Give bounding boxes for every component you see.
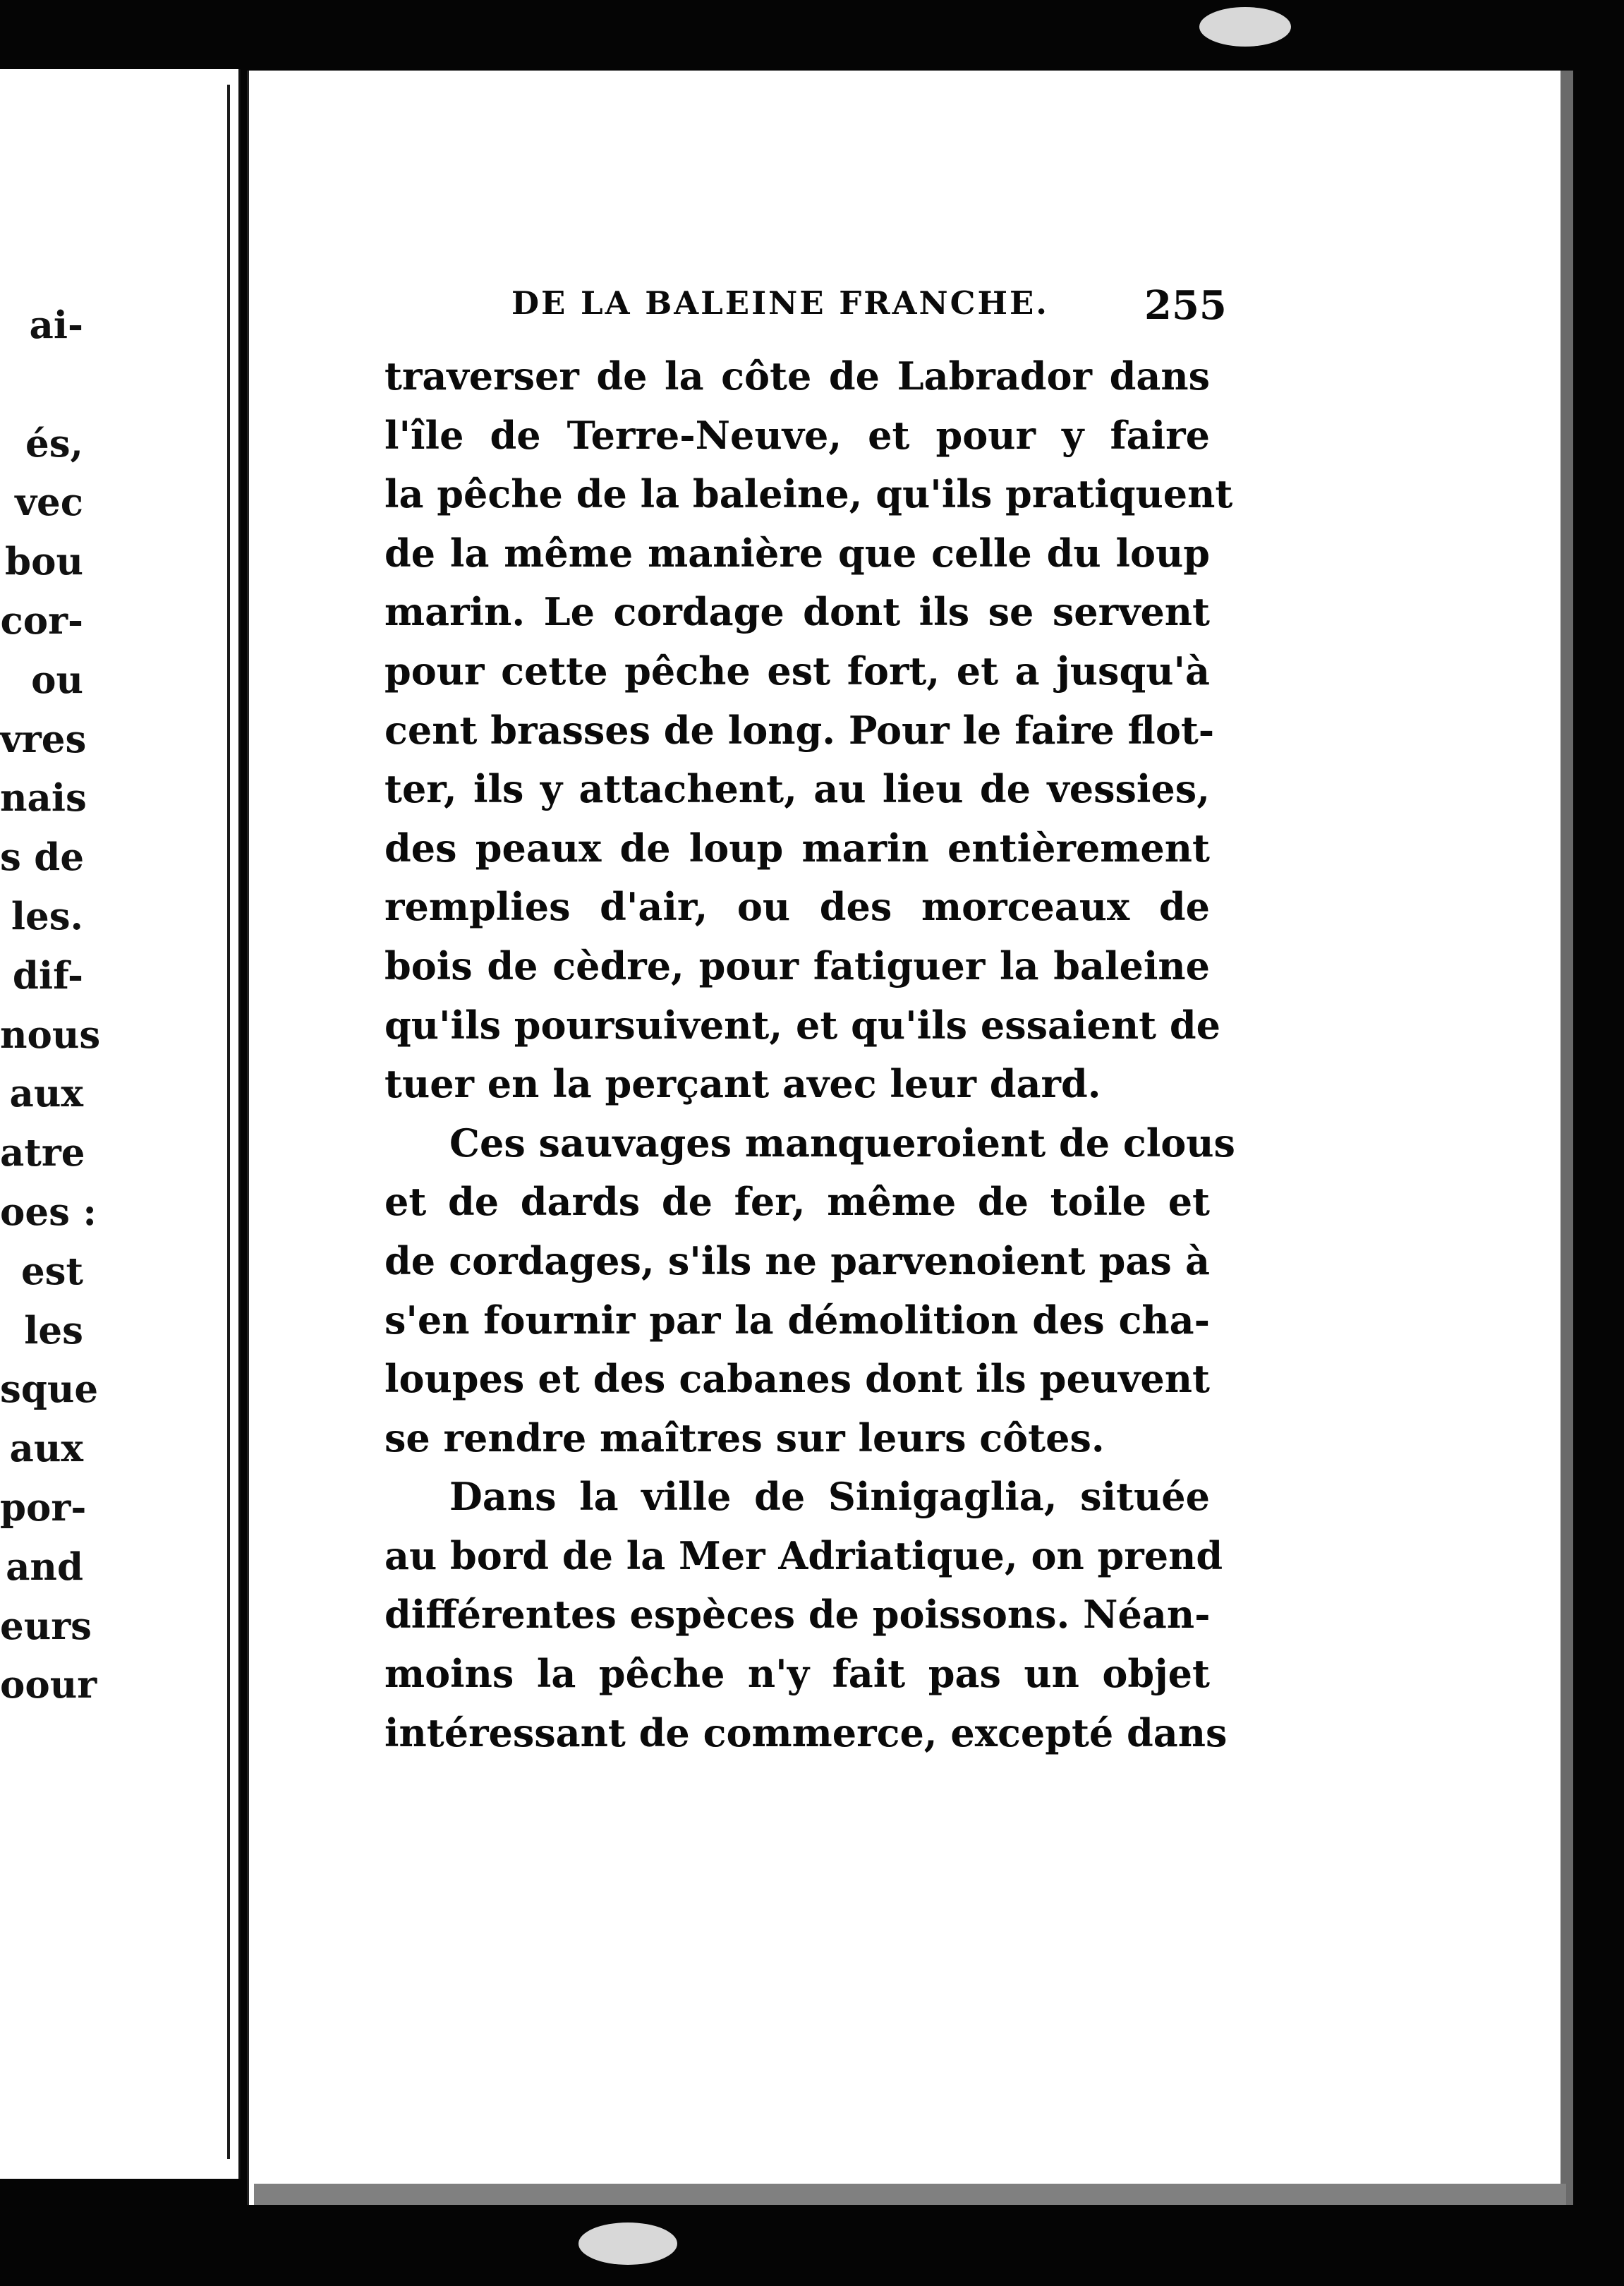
text-line: ter, ils y attachent, au lieu de vessies, xyxy=(384,766,1210,812)
left-fragment: s de xyxy=(0,835,85,880)
left-fragment: atre xyxy=(0,1131,85,1175)
text-line: l'île de Terre-Neuve, et pour y faire xyxy=(384,412,1210,458)
left-fragment: cor- xyxy=(0,598,83,643)
paper-blot xyxy=(578,2222,677,2265)
text-line: qu'ils poursuivent, et qu'ils essaient de xyxy=(384,1002,1220,1048)
text-line: la pêche de la baleine, qu'ils pratiquent xyxy=(384,471,1233,517)
text-line: pour cette pêche est fort, et a jusqu'à xyxy=(384,648,1210,694)
text-line: s'en fournir par la démolition des cha- xyxy=(384,1297,1210,1343)
text-line: de cordages, s'ils ne parvenoient pas à xyxy=(384,1238,1210,1283)
left-fragment: and xyxy=(6,1544,83,1589)
text-line: Dans la ville de Sinigaglia, située xyxy=(449,1474,1210,1520)
text-line: loupes et des cabanes dont ils peuvent xyxy=(384,1356,1210,1402)
left-fragment: nais xyxy=(0,776,87,821)
left-fragment: aux xyxy=(9,1427,83,1471)
text-line: de la même manière que celle du loup xyxy=(384,530,1210,576)
page-right-edge xyxy=(1561,71,1573,2205)
left-fragment: eurs xyxy=(0,1604,92,1648)
left-fragment: dif- xyxy=(12,953,83,998)
left-page-gutter xyxy=(227,85,230,2159)
text-line: moins la pêche n'y fait pas un objet xyxy=(384,1651,1210,1697)
text-line: remplies d'air, ou des morceaux de xyxy=(384,884,1210,930)
left-fragment: sque xyxy=(0,1367,99,1412)
left-fragment xyxy=(0,356,83,415)
page-number: 255 xyxy=(1144,282,1227,329)
page-bottom-edge xyxy=(254,2184,1566,2205)
text-line: se rendre maîtres sur leurs côtes. xyxy=(384,1415,1105,1460)
text-line: et de dards de fer, même de toile et xyxy=(384,1179,1210,1225)
text-line: traverser de la côte de Labrador dans xyxy=(384,353,1210,399)
text-line: tuer en la perçant avec leur dard. xyxy=(384,1061,1101,1107)
left-fragment: por- xyxy=(0,1485,87,1530)
left-fragment: ai- xyxy=(29,303,83,347)
left-fragment: bou xyxy=(5,540,83,584)
left-fragment: les. xyxy=(11,894,83,938)
running-title: DE LA BALEINE FRANCHE. xyxy=(511,284,1049,322)
text-line: bois de cèdre, pour fatiguer la baleine xyxy=(384,943,1210,988)
left-fragment: aux xyxy=(9,1072,83,1116)
left-page-text-fragments xyxy=(0,296,101,1715)
left-fragment: oour xyxy=(0,1663,97,1707)
left-fragment: vec xyxy=(15,480,83,525)
text-line: des peaux de loup marin entièrement xyxy=(384,825,1210,871)
left-fragment: vres xyxy=(0,717,87,761)
left-fragment: est xyxy=(20,1249,83,1293)
text-line: différentes espèces de poissons. Néan- xyxy=(384,1592,1211,1638)
left-fragment: oes : xyxy=(0,1190,97,1234)
left-fragment: ou xyxy=(31,658,83,702)
paper-blot xyxy=(1199,7,1291,47)
text-line: au bord de la Mer Adriatique, on prend xyxy=(384,1532,1223,1578)
left-fragment: nous xyxy=(0,1012,101,1057)
left-fragment: les xyxy=(24,1308,83,1353)
text-line: Ces sauvages manqueroient de clous xyxy=(449,1120,1235,1166)
body-text xyxy=(384,347,1235,1762)
text-line: cent brasses de long. Pour le faire flot- xyxy=(384,707,1215,753)
text-line: marin. Le cordage dont ils se servent xyxy=(384,589,1210,635)
text-line: intéressant de commerce, excepté dans xyxy=(384,1710,1228,1755)
left-fragment: és, xyxy=(25,421,83,466)
